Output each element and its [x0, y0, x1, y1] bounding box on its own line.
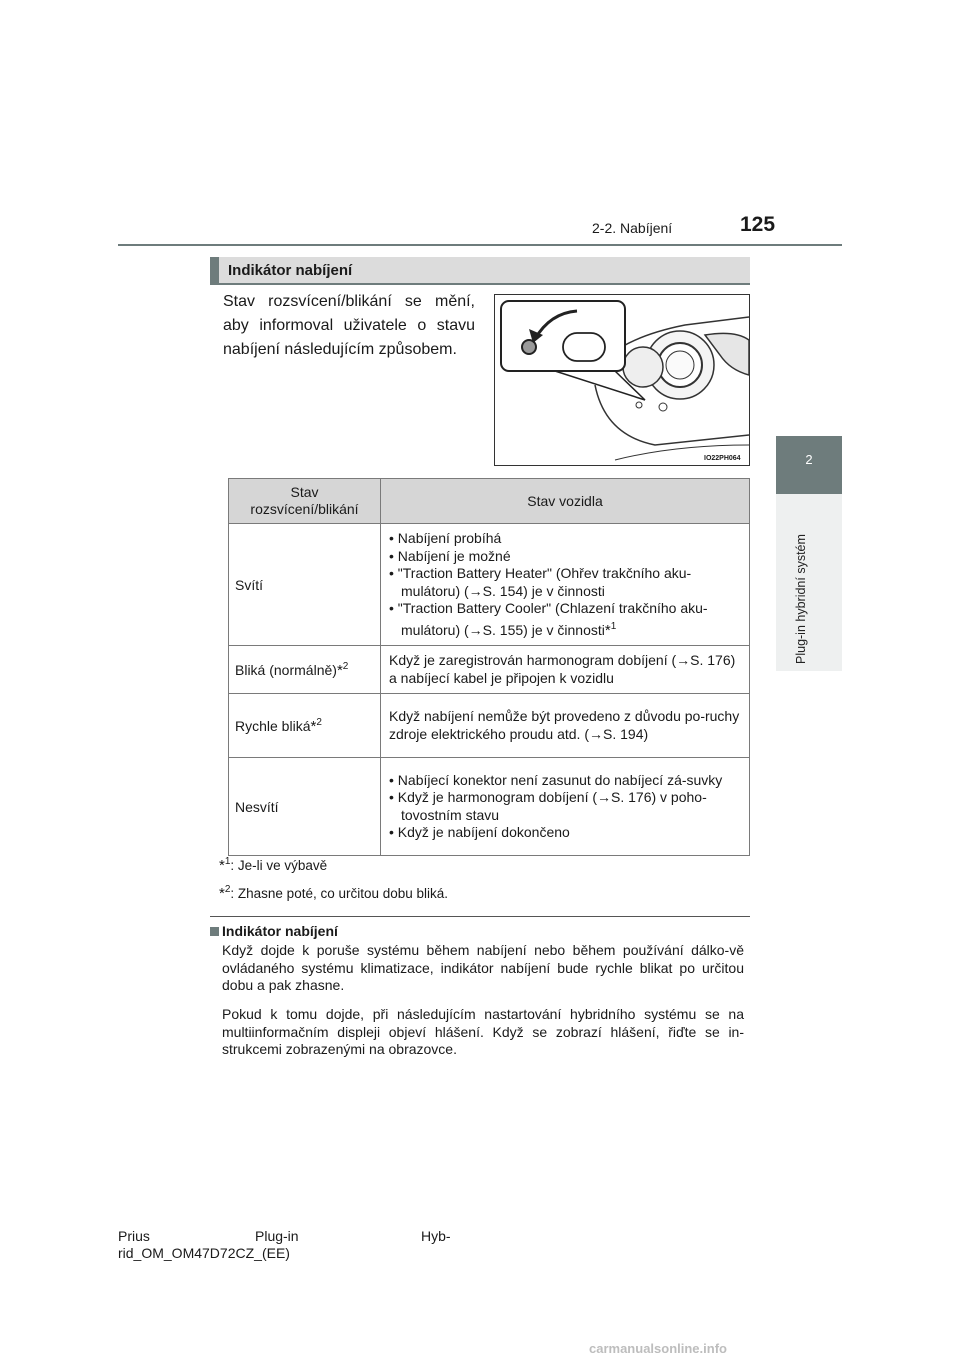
charge-port-illustration	[494, 294, 750, 466]
state-cell	[229, 694, 381, 758]
note-title: Indikátor nabíjení	[222, 923, 338, 939]
footnote-number: 2	[224, 884, 231, 895]
footer-variant-cont: Hyb-	[421, 1228, 451, 1244]
list-item: • Nabíjení je možné	[389, 547, 511, 564]
column-header-vehicle-state: Stav vozidla	[381, 479, 750, 524]
state-cell	[229, 646, 381, 694]
footnote-1	[219, 856, 327, 874]
footnote-ref: 2	[342, 660, 349, 672]
state-label: Rychle bliká	[235, 717, 311, 734]
chapter-title: Plug-in hybridní systém	[794, 534, 808, 664]
table-row	[229, 646, 750, 694]
list-item: • Když je nabíjení dokončeno	[389, 824, 570, 840]
header-rule	[118, 244, 842, 246]
state-cell: Svítí	[229, 524, 381, 646]
section-title: Indikátor nabíjení	[228, 262, 353, 279]
note-paragraph: Když dojde k poruše systému během nabíjení nebo během používání dálko-vě ovládaného systému klimatizace, indikátor nabíjení bude rychle blikat po určitou dobu a pak zhasne.	[222, 942, 744, 994]
footer-line-2: rid_OM_OM47D72CZ_(EE)	[118, 1245, 290, 1261]
table-row	[229, 524, 750, 646]
footnote-star: *	[604, 621, 611, 639]
list-item	[389, 600, 741, 639]
footnote-star: *	[310, 717, 317, 735]
description-cell	[381, 758, 750, 856]
section-heading-marker	[210, 257, 219, 285]
page-number: 125	[740, 213, 776, 236]
description-cell: Když je zaregistrován harmonogram dobíjení (→S. 176) a nabíjecí kabel je připojen k vozidlu	[381, 646, 750, 694]
footnote-number: 1	[224, 856, 231, 867]
table-header-row	[229, 479, 750, 524]
footnote-ref: 2	[316, 716, 322, 728]
note-divider	[210, 916, 750, 917]
footnote-ref: 1	[610, 620, 617, 632]
watermark: carmanualsonline.info	[589, 1341, 727, 1356]
note-bullet-square	[210, 927, 219, 936]
figure-code: IO22PH064	[704, 455, 741, 462]
footer-model: Prius	[118, 1228, 150, 1244]
list-item: • "Traction Battery Heater" (Ohřev trakčního aku-mulátoru) (→S. 154) je v činnosti	[389, 565, 692, 599]
footer-variant: Plug-in	[255, 1228, 299, 1244]
footnote-text: : Je-li ve výbavě	[230, 858, 328, 873]
state-label: Bliká (normálně)	[235, 661, 337, 678]
column-header-light-state-label: Stav rozsvícení/blikání	[250, 484, 359, 517]
running-header-section: 2-2. Nabíjení	[592, 220, 673, 236]
document-footer	[118, 1228, 451, 1262]
column-header-light-state	[229, 479, 381, 524]
footnote-star: *	[336, 661, 343, 679]
footer-line-1	[118, 1228, 451, 1245]
footnote-text: : Zhasne poté, co určitou dobu bliká.	[230, 886, 449, 901]
description-cell	[381, 524, 750, 646]
footnote-star: *	[219, 885, 225, 902]
description-cell: Když nabíjení nemůže být provedeno z důvodu po-ruchy zdroje elektrického proudu atd. (→S. 194)	[381, 694, 750, 758]
footnote-2	[219, 884, 448, 902]
footnote-star: *	[219, 857, 225, 874]
section-intro: Stav rozsvícení/blikání se mění, aby informoval uživatele o stavu nabíjení následujícím způsobem.	[223, 293, 475, 358]
list-item-text: • "Traction Battery Cooler" (Chlazení trakčního aku-mulátoru) (→S. 155) je v činnosti	[389, 600, 708, 638]
charge-port-drawing	[495, 295, 749, 465]
list-item: • Nabíjení probíhá	[389, 530, 502, 546]
table-row	[229, 694, 750, 758]
chapter-number: 2	[805, 452, 813, 467]
list-item: • Nabíjecí konektor není zasunut do nabíjecí zá-suvky	[389, 771, 723, 788]
table-row	[229, 758, 750, 856]
state-cell: Nesvítí	[229, 758, 381, 856]
indicator-status-table	[228, 478, 750, 856]
note-paragraph: Pokud k tomu dojde, při následujícím nastartování hybridního systému se na multiinformačním displeji objeví hlášení. Když se zobrazí hlášení, řiďte se in-strukcemi zobrazenými na obrazovce.	[222, 1006, 744, 1058]
chapter-tab-title-area	[776, 494, 842, 671]
list-item: • Když je harmonogram dobíjení (→S. 176) v poho-tovostním stavu	[389, 789, 707, 823]
